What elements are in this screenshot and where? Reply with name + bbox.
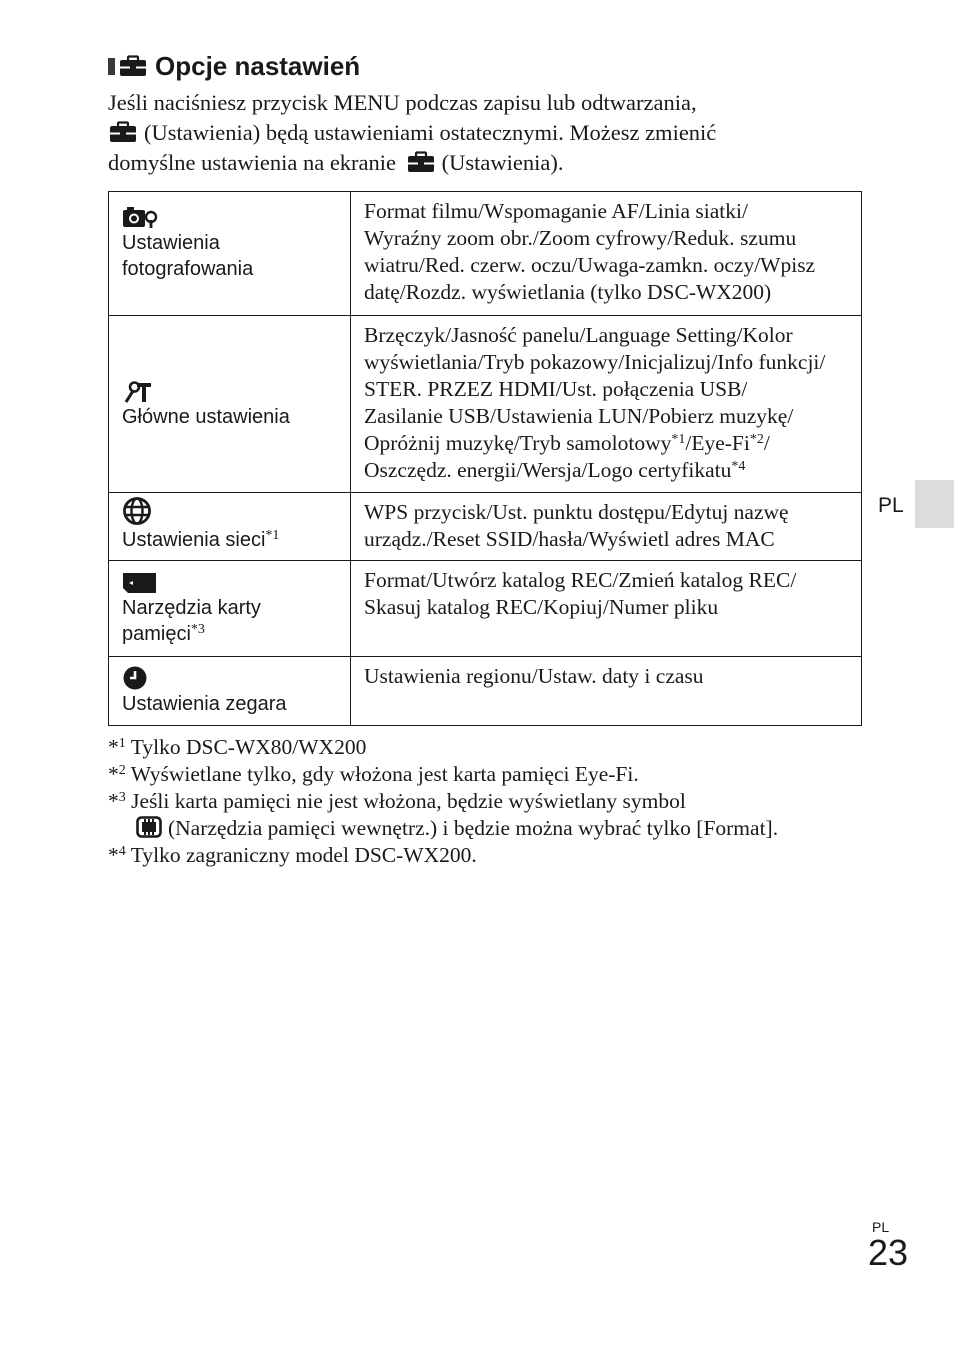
language-side-tab: [915, 480, 954, 528]
footnote-ref: *1: [671, 432, 686, 447]
description-line: Ustawienia regionu/Ustaw. daty i czasu: [364, 664, 704, 688]
footnote-continuation: [108, 815, 888, 842]
category-cell: [109, 493, 351, 561]
page-language: PL: [872, 1219, 890, 1235]
description-cell: [351, 657, 862, 726]
category-label: [122, 527, 338, 553]
footnote-number: 4: [118, 844, 126, 859]
table-row: [109, 316, 862, 493]
clock-icon: [122, 665, 338, 691]
category-label: Ustawienia: [122, 232, 220, 254]
description-text: /: [763, 431, 770, 455]
page-title: Opcje nastawień: [155, 50, 361, 81]
footnote-ref: *3: [190, 622, 205, 637]
category-cell: [109, 561, 351, 657]
table-row: [109, 657, 862, 726]
footnote: [108, 734, 888, 761]
category-label: fotografowania: [122, 258, 254, 280]
footnotes: [108, 734, 888, 869]
description-line: Zasilanie USB/Ustawienia LUN/Pobierz muzykę/: [364, 404, 794, 428]
page-number: 23: [868, 1232, 909, 1273]
table-row: [109, 192, 862, 316]
footnote-ref: *1: [265, 528, 280, 543]
footnote: [108, 788, 888, 815]
category-label: [122, 621, 338, 647]
footnote-mark: *: [108, 843, 119, 867]
internal-memory-icon: [136, 816, 162, 845]
footnote-mark: *: [108, 762, 119, 786]
category-label: Główne ustawienia: [122, 406, 290, 428]
intro-line: [108, 148, 868, 178]
description-line: WPS przycisk/Ust. punktu dostępu/Edytuj nazwę: [364, 500, 789, 524]
footnote-text: Tylko zagraniczny model DSC-WX200.: [130, 843, 477, 867]
footnote-text: Jeśli karta pamięci nie jest włożona, będzie wyświetlany symbol: [131, 789, 686, 813]
description-text: /Eye-Fi: [685, 431, 750, 455]
description-line: wiatru/Red. czerw. oczu/Uwaga-zamkn. oczy/Wpisz: [364, 253, 816, 277]
description-line: Brzęczyk/Jasność panelu/Language Setting/Kolor: [364, 323, 793, 347]
category-text: pamięci: [122, 623, 191, 645]
table-row: [109, 561, 862, 657]
intro-text: domyślne ustawienia na ekranie: [108, 150, 397, 175]
intro-text: (Ustawienia) będą ustawieniami ostatecznymi. Możesz zmienić: [144, 120, 717, 145]
description-line: urządz./Reset SSID/hasła/Wyświetl adres MAC: [364, 527, 775, 551]
footnote-number: 1: [118, 736, 126, 751]
description-line: Wyraźny zoom obr./Zoom cyfrowy/Reduk. szumu: [364, 226, 797, 250]
description-cell: [351, 192, 862, 316]
description-text: Oszczędz. energii/Wersja/Logo certyfikatu: [364, 458, 732, 482]
section-heading: [108, 50, 360, 82]
memory-card-icon: [122, 569, 338, 595]
camera-settings-icon: [122, 204, 338, 230]
description-line: datę/Rozdz. wyświetlania (tylko DSC-WX200): [364, 280, 772, 304]
footnote-text: Tylko DSC-WX80/WX200: [130, 735, 367, 759]
wrench-settings-icon: [122, 378, 338, 404]
toolbox-settings-icon: [119, 55, 147, 77]
toolbox-settings-icon: [406, 151, 436, 173]
footnote: [108, 842, 888, 869]
globe-network-icon: [122, 499, 338, 525]
description-text: Opróżnij muzykę/Tryb samolotowy: [364, 431, 672, 455]
category-label: Narzędzia karty: [122, 597, 261, 619]
intro-paragraph: [108, 88, 868, 178]
category-cell: [109, 657, 351, 726]
footnote-number: 3: [118, 790, 126, 805]
description-line: [364, 430, 853, 457]
footnote-text: (Narzędzia pamięci wewnętrz.) i będzie można wybrać tylko [Format].: [168, 816, 779, 840]
description-line: wyświetlania/Tryb pokazowy/Inicjalizuj/Info funkcji/: [364, 350, 826, 374]
category-text: Ustawienia sieci: [122, 529, 266, 551]
footnote-ref: *2: [749, 432, 764, 447]
footnote: [108, 761, 888, 788]
table-row: [109, 493, 862, 561]
toolbox-settings-icon: [108, 121, 138, 143]
description-cell: [351, 561, 862, 657]
language-side-label: PL: [878, 494, 904, 517]
footnote-mark: *: [108, 735, 119, 759]
category-label: Ustawienia zegara: [122, 693, 287, 715]
footnote-text: Wyświetlane tylko, gdy włożona jest karta pamięci Eye-Fi.: [130, 762, 639, 786]
description-cell: [351, 493, 862, 561]
description-line: Format/Utwórz katalog REC/Zmień katalog REC/: [364, 568, 797, 592]
category-cell: [109, 316, 351, 493]
description-line: [364, 457, 853, 484]
footnote-ref: *4: [731, 459, 746, 474]
description-line: STER. PRZEZ HDMI/Ust. połączenia USB/: [364, 377, 748, 401]
description-cell: [351, 316, 862, 493]
category-cell: [109, 192, 351, 316]
heading-marker: [108, 58, 115, 75]
intro-line: Jeśli naciśniesz przycisk MENU podczas zapisu lub odtwarzania,: [108, 90, 697, 115]
footnote-mark: *: [108, 789, 119, 813]
intro-text: (Ustawienia).: [441, 150, 564, 175]
intro-line: [108, 118, 868, 148]
description-line: Format filmu/Wspomaganie AF/Linia siatki/: [364, 199, 748, 223]
description-line: Skasuj katalog REC/Kopiuj/Numer pliku: [364, 595, 719, 619]
settings-table: [108, 191, 862, 726]
footnote-number: 2: [118, 763, 126, 778]
